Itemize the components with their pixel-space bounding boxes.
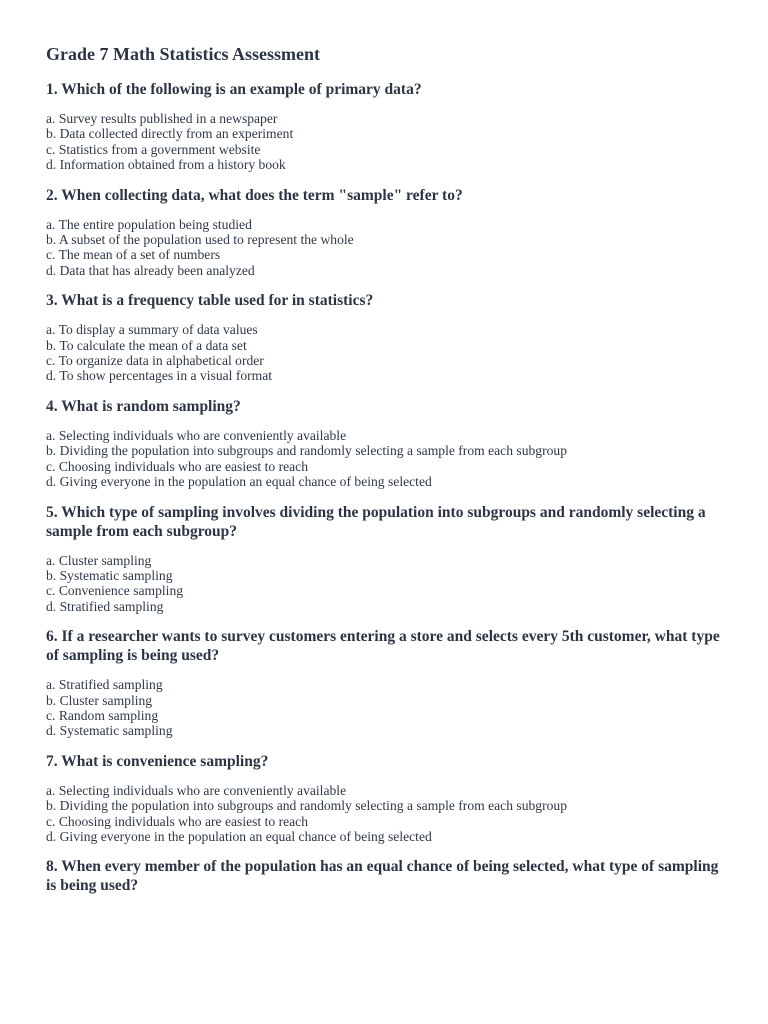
question-4: [46, 397, 726, 490]
answer-option: b. To calculate the mean of a data set: [46, 337, 247, 353]
answer-option: d. Information obtained from a history book: [46, 157, 286, 173]
answer-option: d. Giving everyone in the population an equal chance of being selected: [46, 828, 432, 844]
question-text: 2. When collecting data, what does the term "sample" refer to?: [46, 186, 463, 204]
answer-option: c. The mean of a set of numbers: [46, 247, 221, 263]
answer-option: b. Data collected directly from an experiment: [46, 126, 294, 142]
question-6: [46, 627, 726, 739]
answer-option: c. To organize data in alphabetical order: [46, 353, 264, 369]
answer-option: d. Giving everyone in the population an equal chance of being selected: [46, 474, 432, 490]
answer-options: [46, 677, 726, 739]
answer-option: b. Systematic sampling: [46, 567, 173, 583]
question-text: 4. What is random sampling?: [46, 397, 241, 415]
question-8: [46, 857, 726, 895]
question-5: [46, 503, 726, 615]
answer-option: a. Selecting individuals who are conveniently available: [46, 782, 347, 798]
answer-option: a. Stratified sampling: [46, 677, 163, 693]
answer-option: a. The entire population being studied: [46, 216, 252, 232]
answer-option: d. Stratified sampling: [46, 598, 164, 614]
answer-options: [46, 111, 726, 173]
question-3: [46, 291, 726, 384]
answer-option: a. Cluster sampling: [46, 552, 152, 568]
answer-options: [46, 217, 726, 279]
answer-option: a. To display a summary of data values: [46, 322, 258, 338]
question-7: [46, 752, 726, 845]
question-text: 3. What is a frequency table used for in statistics?: [46, 292, 374, 310]
answer-options: [46, 783, 726, 845]
answer-option: c. Random sampling: [46, 707, 159, 723]
question-text: 8. When every member of the population has an equal chance of being selected, what type of sampling is being used?: [46, 858, 719, 895]
question-text: 5. Which type of sampling involves dividing the population into subgroups and randomly selecting a sample from each subgroup?: [46, 503, 706, 540]
answer-options: [46, 428, 726, 490]
answer-option: d. Data that has already been analyzed: [46, 262, 255, 278]
answer-option: a. Survey results published in a newspaper: [46, 111, 278, 126]
answer-option: a. Selecting individuals who are conveniently available: [46, 427, 347, 443]
answer-option: b. Dividing the population into subgroups and randomly selecting a sample from each subgroup: [46, 798, 567, 814]
answer-option: d. Systematic sampling: [46, 723, 173, 739]
answer-option: c. Statistics from a government website: [46, 141, 261, 157]
question-text: 1. Which of the following is an example of primary data?: [46, 81, 422, 98]
answer-option: d. To show percentages in a visual format: [46, 368, 273, 384]
question-2: [46, 186, 726, 279]
answer-options: [46, 553, 726, 615]
answer-option: c. Choosing individuals who are easiest to reach: [46, 458, 308, 474]
question-text: 7. What is convenience sampling?: [46, 752, 269, 770]
question-text: 6. If a researcher wants to survey customers entering a store and selects every 5th customer, what type of sampling is being used?: [46, 628, 720, 665]
answer-option: b. Cluster sampling: [46, 692, 153, 708]
document-title: Grade 7 Math Statistics Assessment: [46, 44, 320, 64]
document-page: [46, 42, 726, 908]
answer-option: b. Dividing the population into subgroups and randomly selecting a sample from each subgroup: [46, 443, 567, 459]
answer-option: c. Convenience sampling: [46, 583, 184, 599]
answer-option: c. Choosing individuals who are easiest to reach: [46, 813, 308, 829]
question-1: [46, 80, 726, 173]
answer-option: b. A subset of the population used to represent the whole: [46, 232, 354, 248]
answer-options: [46, 322, 726, 384]
